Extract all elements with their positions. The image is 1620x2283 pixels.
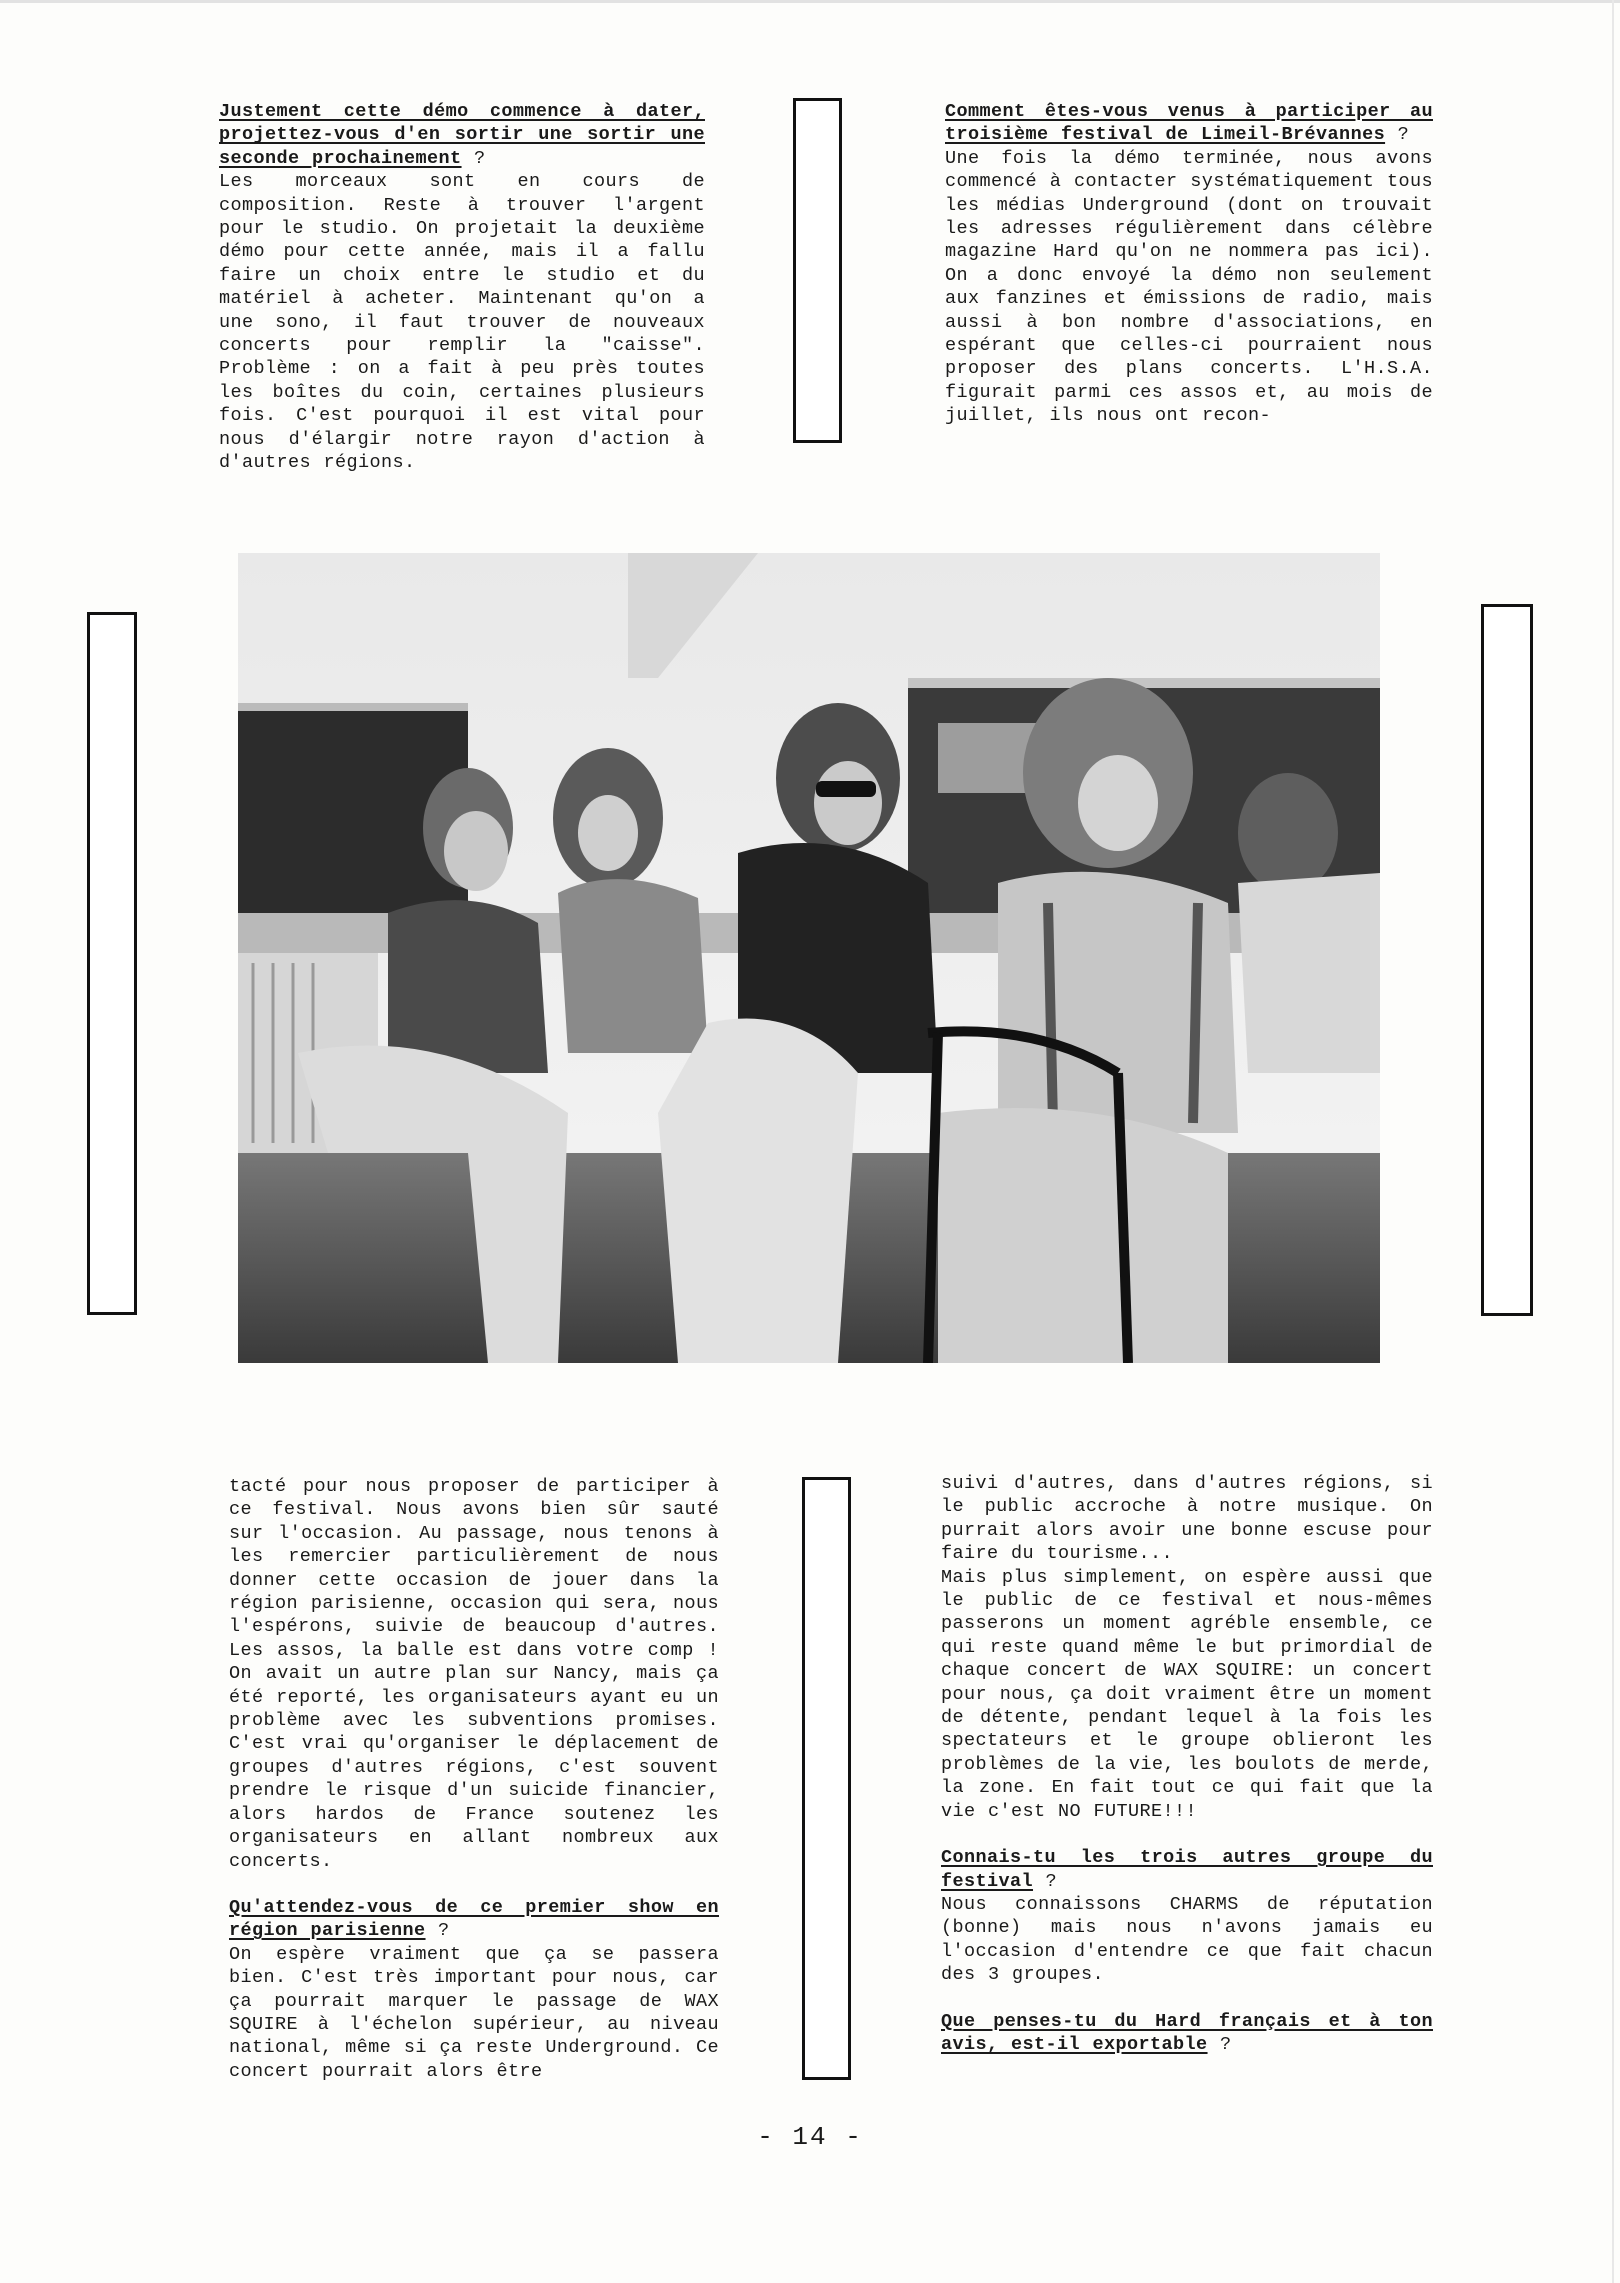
scan-edge-top <box>0 0 1620 3</box>
question-text: Connais-tu les trois autres groupe du festival <box>941 1847 1433 1892</box>
interview-question: Que penses-tu du Hard français et à ton avis, est-il exportable ? <box>941 2010 1433 2055</box>
interview-answer: Une fois la démo terminée, nous avons commencé à contacter systématiquement tous les médias Underground (dont on trouvait les adresses régulièrement dans célèbre magazine Hard qu'on ne nommera pas ici). On a donc envoyé la démo non seulement aux fanzines et émissions de radio, mais aussi à bon nombre d'associations, en espérant que celles-ci pourraient nous proposer des plans concerts. L'H.S.A. figurait parmi ces assos et, au mois de juillet, ils nous ont recon- <box>945 147 1433 427</box>
interview-answer: On espère vraiment que ça se passera bien. C'est très important pour nous, car ça pourrait marquer le passage de WAX SQUIRE à l'échelon supérieur, au niveau national, même si ça reste Underground. Ce concert pourrait alors être <box>229 1943 719 2082</box>
interview-question: Comment êtes-vous venus à participer au troisième festival de Limeil-Brévannes ? <box>945 101 1433 146</box>
question-text: Qu'attendez-vous de ce premier show en région parisienne <box>229 1896 719 1942</box>
decorative-frame-top-center <box>793 98 842 443</box>
page-number: - 14 - <box>757 2122 863 2152</box>
interview-question: Qu'attendez-vous de ce premier show en région parisienne ? <box>229 1896 719 1942</box>
band-photograph <box>238 553 1380 1363</box>
interview-answer: Les morceaux sont en cours de composition. Reste à trouver l'argent pour le studio. On projetait la deuxième démo pour cette année, mais il a fallu faire un choix entre le studio et du matériel à acheter. Maintenant qu'on a une sono, il faut trouver de nouveaux concerts pour remplir la "caisse". Problème : on a fait à peu près toutes les boîtes du coin, certaines plusieurs fois. C'est pourquoi il est vital pour nous d'élargir notre rayon d'action à d'autres régions. <box>219 171 705 474</box>
interview-answer: Nous connaissons CHARMS de réputation (bonne) mais nous n'avons jamais eu l'occasion d'entendre ce que fait chacun des 3 groupes. <box>941 1893 1433 1986</box>
decorative-frame-left <box>87 612 137 1315</box>
band-photo-illustration <box>238 553 1380 1363</box>
question-text: Que penses-tu du Hard français et à ton avis, est-il exportable <box>941 2010 1433 2055</box>
question-text: Comment êtes-vous venus à participer au troisième festival de Limeil-Brévannes <box>945 101 1433 146</box>
interview-question: Connais-tu les trois autres groupe du festival ? <box>941 1847 1433 1892</box>
column-bottom-left <box>229 1475 719 2083</box>
interview-answer-continued: suivi d'autres, dans d'autres régions, si le public accroche à notre musique. On purrait alors avoir une bonne escuse pour faire du tourisme... <box>941 1473 1433 1565</box>
question-text: Justement cette démo commence à dater, projettez-vous d'en sortir une sortir une seconde prochainement <box>219 101 705 169</box>
interview-question: Justement cette démo commence à dater, projettez-vous d'en sortir une sortir une seconde prochainement ? <box>219 101 705 169</box>
decorative-frame-right <box>1481 604 1533 1316</box>
interview-answer-continued: tacté pour nous proposer de participer à ce festival. Nous avons bien sûr sauté sur l'occasion. Au passage, nous tenons à les remercier particulièrement de nous donner cette occasion de jouer dans la région parisienne, occasion qui sera, nous l'espérons, suivie de beaucoup d'autres. Les assos, la balle est dans votre comp ! On avait un autre plan sur Nancy, mais ça été reporté, les organisateurs ayant eu un problème avec les subventions promises. C'est vrai qu'organiser le déplacement de groupes d'autres régions, c'est souvent prendre le risque d'un suicide financier, alors hardos de France soutenez les organisateurs en allant nombreux aux concerts. <box>229 1476 719 1872</box>
interview-answer-continued: Mais plus simplement, on espère aussi que le public de ce festival et nous-mêmes passerons un moment agréble ensemble, ce qui reste quand même le but primordial de chaque concert de WAX SQUIRE: un concert pour nous, ça doit vraiment être un moment de détente, pendant lequel à la fois les spectateurs et le groupe oblieront les problèmes de la vie, les boulots de merde, la zone. En fait tout ce qui fait que la vie c'est NO FUTURE!!! <box>941 1566 1433 1822</box>
column-top-left <box>219 100 705 475</box>
column-bottom-right <box>941 1472 1433 2056</box>
scan-edge-right <box>1612 0 1614 2283</box>
decorative-frame-bottom-center <box>802 1477 851 2080</box>
column-top-right <box>945 100 1433 428</box>
